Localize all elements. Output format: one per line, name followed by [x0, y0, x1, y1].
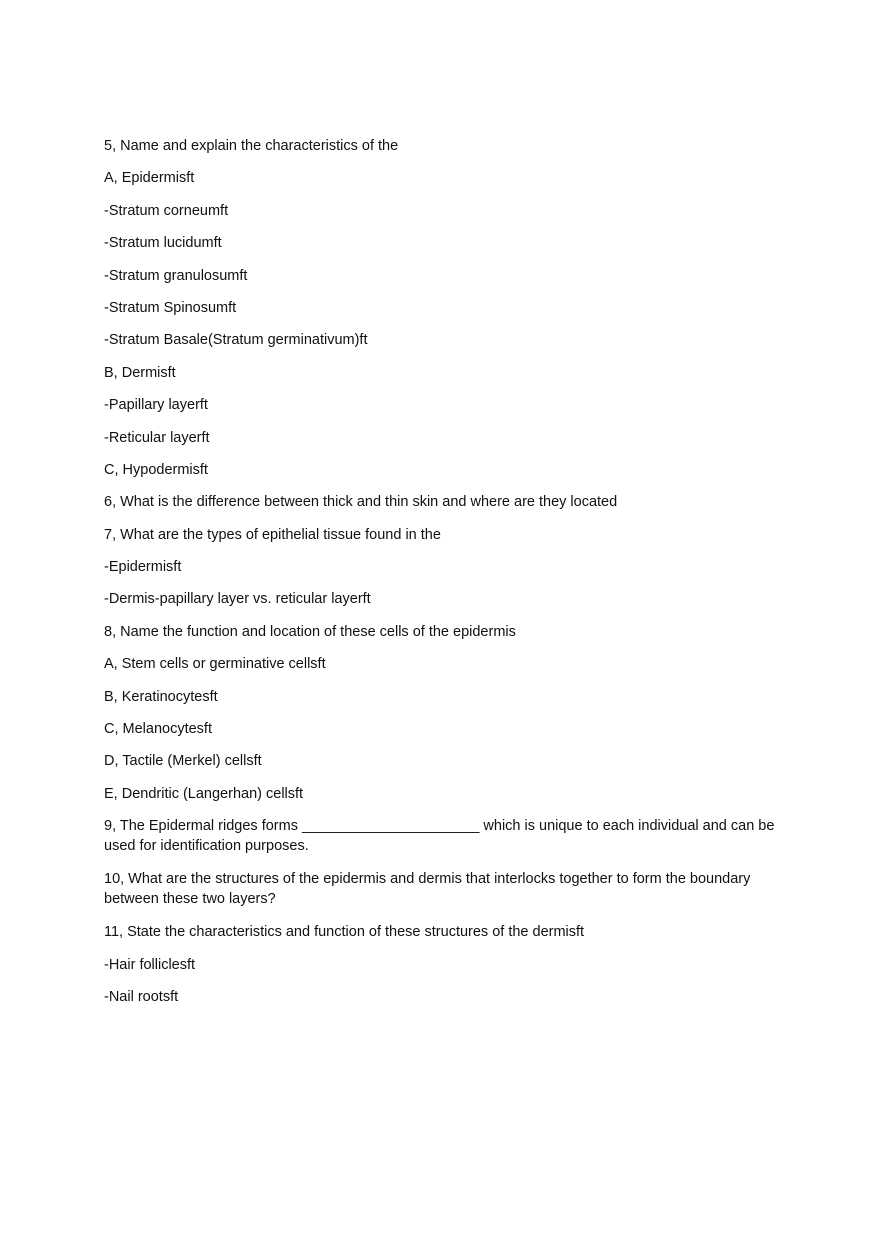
item-papillary-layer: -Papillary layerft [104, 397, 208, 414]
item-reticular-layer: -Reticular layerft [104, 429, 210, 446]
document-body [104, 136, 780, 1019]
item-hypodermis: C, Hypodermisft [104, 461, 208, 478]
item-nail-roots: -Nail rootsft [104, 988, 179, 1005]
item-langerhan-cells: E, Dendritic (Langerhan) cellsft [104, 785, 304, 802]
item-stratum-granulosum: -Stratum granulosumft [104, 267, 248, 284]
question-9: 9, The Epidermal ridges forms ______________________ which is unique to each individual and can be used for identification purposes. [104, 818, 775, 855]
item-keratinocytes: B, Keratinocytesft [104, 688, 218, 705]
item-stratum-spinosum: -Stratum Spinosumft [104, 299, 237, 316]
item-melanocytes: C, Melanocytesft [104, 721, 212, 738]
item-stratum-lucidum: -Stratum lucidumft [104, 235, 222, 252]
question-6: 6, What is the difference between thick and thin skin and where are they located [104, 494, 618, 511]
question-8: 8, Name the function and location of these cells of the epidermis [104, 623, 516, 640]
item-merkel-cells: D, Tactile (Merkel) cellsft [104, 753, 262, 770]
item-hair-follicles: -Hair folliclesft [104, 956, 196, 973]
item-dermis-layers: -Dermis-papillary layer vs. reticular layerft [104, 591, 371, 608]
question-5: 5, Name and explain the characteristics of the [104, 138, 399, 154]
question-7: 7, What are the types of epithelial tissue found in the [104, 526, 441, 543]
item-dermis: B, Dermisft [104, 364, 176, 381]
item-stem-cells: A, Stem cells or germinative cellsft [104, 656, 326, 673]
item-epidermis: A, Epidermisft [104, 170, 195, 187]
item-stratum-basale: -Stratum Basale(Stratum germinativum)ft [104, 332, 368, 349]
item-stratum-corneum: -Stratum corneumft [104, 202, 229, 219]
question-10: 10, What are the structures of the epidermis and dermis that interlocks together to form the boundary between these two layers? [104, 871, 751, 908]
item-epidermis-tissue: -Epidermisft [104, 559, 182, 576]
question-11: 11, State the characteristics and function of these structures of the dermisft [104, 924, 585, 941]
